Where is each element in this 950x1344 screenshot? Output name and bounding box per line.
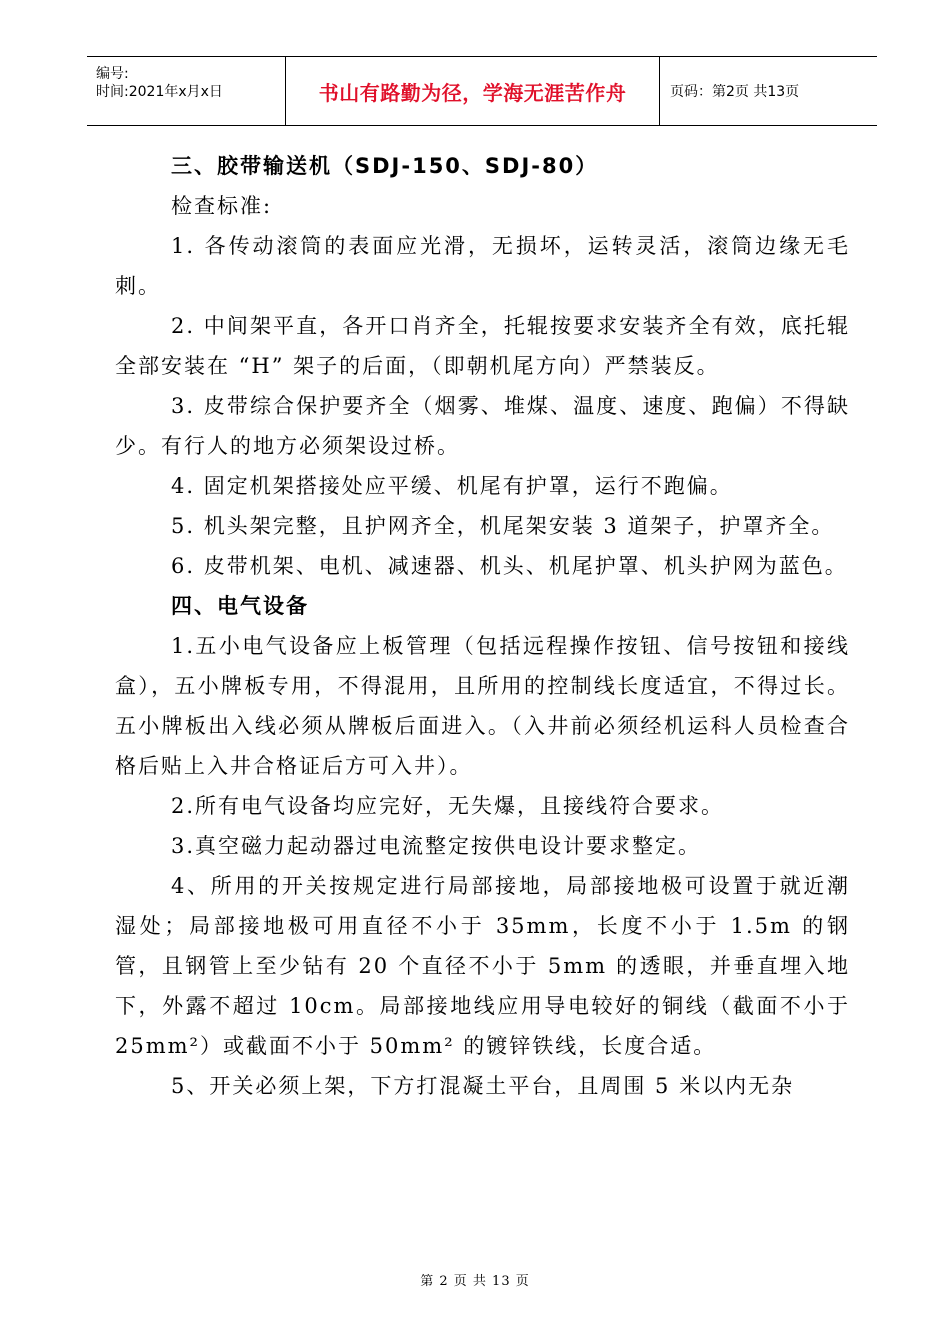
header-page-number: 页码：第2页 共13页 <box>670 84 800 100</box>
section-heading-electrical: 四、电气设备 <box>171 594 309 618</box>
paragraph: 2. 中间架平直，各开口肖齐全，托辊按要求安装齐全有效，底托辊全部安装在 “H” 架子的后面，（即朝机尾方向）严禁装反。 <box>115 314 850 378</box>
header-meta <box>87 57 285 125</box>
paragraph: 1.五小电气设备应上板管理（包括远程操作按钮、信号按钮和接线盒），五小牌板专用，不得混用，且所用的控制线长度适宜，不得过长。五小牌板出入线必须从牌板后面进入。（入井前必须经机运科人员检查合格后贴上入井合格证后方可入井）。 <box>115 634 850 778</box>
paragraph: 3.真空磁力起动器过电流整定按供电设计要求整定。 <box>171 834 702 858</box>
document-body <box>115 146 850 1106</box>
paragraph: 1. 各传动滚筒的表面应光滑，无损坏，运转灵活，滚筒边缘无毛刺。 <box>115 234 850 298</box>
paragraph: 6. 皮带机架、电机、减速器、机头、机尾护罩、机头护网为蓝色。 <box>171 554 848 578</box>
header-motto: 书山有路勤为径，学海无涯苦作舟 <box>285 57 660 125</box>
paragraph: 5. 机头架完整，且护网齐全，机尾架安装 3 道架子，护罩齐全。 <box>171 514 835 538</box>
page-footer: 第 2 页 共 13 页 <box>420 1274 530 1289</box>
document-time-label: 时间:2021年x月x日 <box>96 84 223 100</box>
page-header <box>87 56 877 126</box>
paragraph: 4. 固定机架搭接处应平缓、机尾有护罩，运行不跑偏。 <box>171 474 733 498</box>
section-heading-belt-conveyor: 三、胶带输送机（SDJ-150、SDJ-80） <box>171 154 599 178</box>
paragraph: 5、开关必须上架，下方打混凝土平台，且周围 5 米以内无杂 <box>171 1074 795 1098</box>
paragraph: 4、所用的开关按规定进行局部接地，局部接地极可设置于就近潮湿处；局部接地极可用直径不小于 35mm，长度不小于 1.5m 的钢管，且钢管上至少钻有 20 个直径不小于 5mm 的透眼，并垂直埋入地下，外露不超过 10cm。局部接地线应用导电较好的铜线（截面不小于 25mm²）或截面不小于 50mm² 的镀锌铁线，长度合适。 <box>115 874 850 1058</box>
document-number-label: 编号: <box>96 66 129 82</box>
paragraph: 3. 皮带综合保护要齐全（烟雾、堆煤、温度、速度、跑偏）不得缺少。有行人的地方必须架设过桥。 <box>115 394 850 458</box>
paragraph: 2.所有电气设备均应完好，无失爆，且接线符合要求。 <box>171 794 725 818</box>
inspection-standard-label: 检查标准: <box>171 194 273 218</box>
